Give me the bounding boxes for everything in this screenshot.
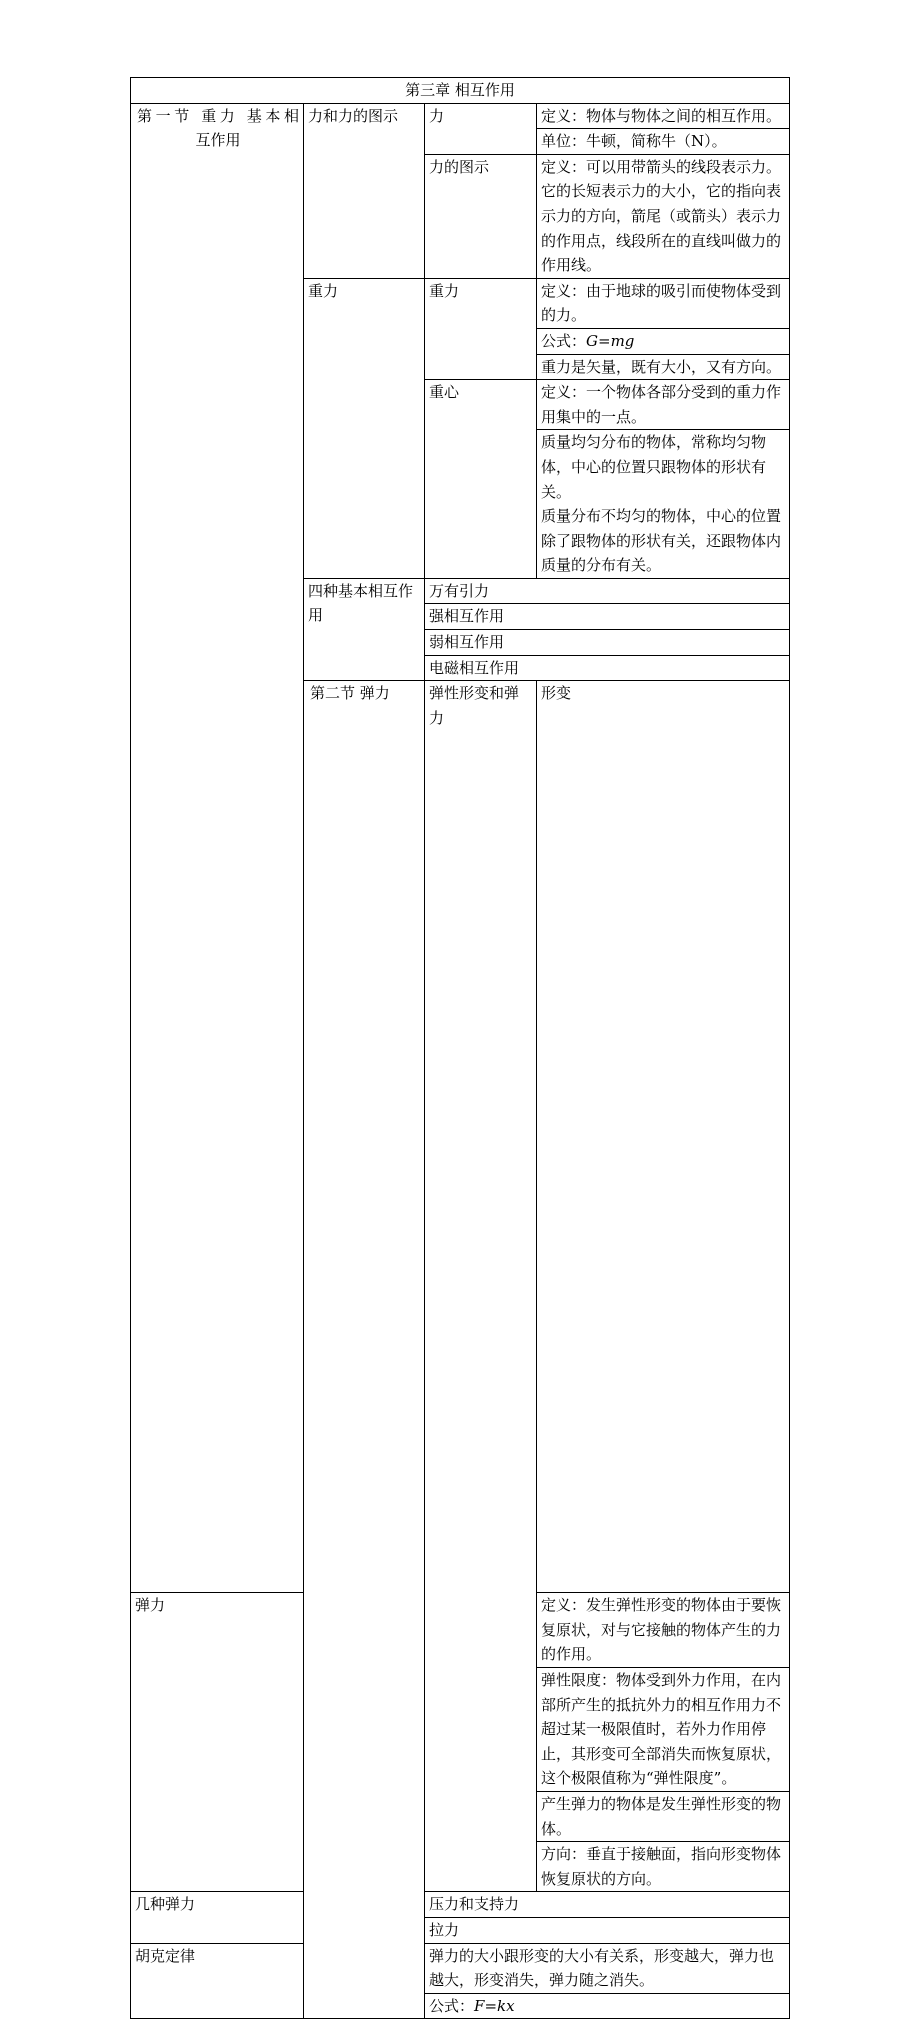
elastic-force-producer: 产生弹力的物体是发生弹性形变的物体。 [537,1791,790,1841]
subtopic-gravity: 重力 [425,278,537,379]
section-1-name-line1: 第一节 重力 基本相 [137,106,299,125]
center-nonuniform-note: 质量分布不均匀的物体，中心的位置除了跟物体的形状有关，还跟物体内质量的分布有关。 [541,507,782,575]
title-row [131,78,790,104]
interaction-item: 万有引力 [425,578,790,604]
interaction-item: 强相互作用 [425,604,790,630]
subtopic-force-diagram: 力的图示 [425,154,537,278]
elastic-force-definition: 定义：发生弹性形变的物体由于要恢复原状，对与它接触的物体产生的力的作用。 [537,1593,790,1668]
chapter-title: 第三章 相互作用 [131,78,790,104]
subtopic-force: 力 [425,103,537,154]
hooke-law-text: 弹力的大小跟形变的大小有关系，形变越大，弹力也越大，形变消失，弹力随之消失。 [425,1943,790,1993]
force-diagram-definition: 定义：可以用带箭头的线段表示力。它的长短表示力的大小，它的指向表示力的方向，箭尾（或箭头）表示力的作用点，线段所在的直线叫做力的作用线。 [537,154,790,278]
topic-elastic-kinds: 几种弹力 [131,1892,304,1943]
interaction-item: 弱相互作用 [425,630,790,656]
center-distribution-notes [537,430,790,579]
force-unit: 单位：牛顿，简称牛（N）。 [537,129,790,155]
topic-force-diagram: 力和力的图示 [304,103,425,278]
gravity-formula-var-g: G [586,331,598,350]
topic-basic-interactions: 四种基本相互作用 [304,578,425,680]
physics-outline-table [130,77,790,2019]
subtopic-elastic-force: 弹力 [131,1593,304,1892]
gravity-vector-note: 重力是矢量，既有大小，又有方向。 [537,354,790,380]
elastic-kind-item: 拉力 [425,1917,790,1943]
section-2-name: 第二节 弹力 [304,681,425,2019]
hooke-formula [425,1993,790,2019]
gravity-formula [537,328,790,354]
hooke-formula-equals: = [484,1996,498,2015]
elastic-limit: 弹性限度：物体受到外力作用，在内部所产生的抵抗外力的相互作用力不超过某一极限值时，若外力作用停止，其形变可全部消失而恢复原状，这个极限值称为“弹性限度”。 [537,1668,790,1792]
center-uniform-note: 质量均匀分布的物体，常称均匀物体，中心的位置只跟物体的形状有关。 [541,433,767,501]
section-1-name [131,103,304,1593]
subtopic-deformation: 形变 [537,681,790,1593]
gravity-formula-prefix: 公式： [541,331,587,350]
center-definition: 定义：一个物体各部分受到的重力作用集中的一点。 [537,380,790,430]
topic-hooke-law: 胡克定律 [131,1943,304,2019]
topic-gravity: 重力 [304,278,425,578]
subtopic-center-of-gravity: 重心 [425,380,537,579]
hooke-formula-var-kx: kx [497,1996,515,2015]
force-definition: 定义：物体与物体之间的相互作用。 [537,103,790,129]
gravity-formula-equals: = [598,331,611,350]
section-1-name-line2: 互作用 [195,131,241,150]
elastic-force-direction: 方向：垂直于接触面，指向形变物体恢复原状的方向。 [537,1842,790,1892]
interaction-item: 电磁相互作用 [425,655,790,681]
hooke-formula-var-f: F [474,1996,485,2015]
gravity-definition: 定义：由于地球的吸引而使物体受到的力。 [537,278,790,328]
hooke-formula-prefix: 公式： [429,1996,475,2015]
topic-elastic-deformation: 弹性形变和弹力 [425,681,537,1892]
elastic-kind-item: 压力和支持力 [425,1892,790,1918]
gravity-formula-var-mg: mg [610,331,635,350]
